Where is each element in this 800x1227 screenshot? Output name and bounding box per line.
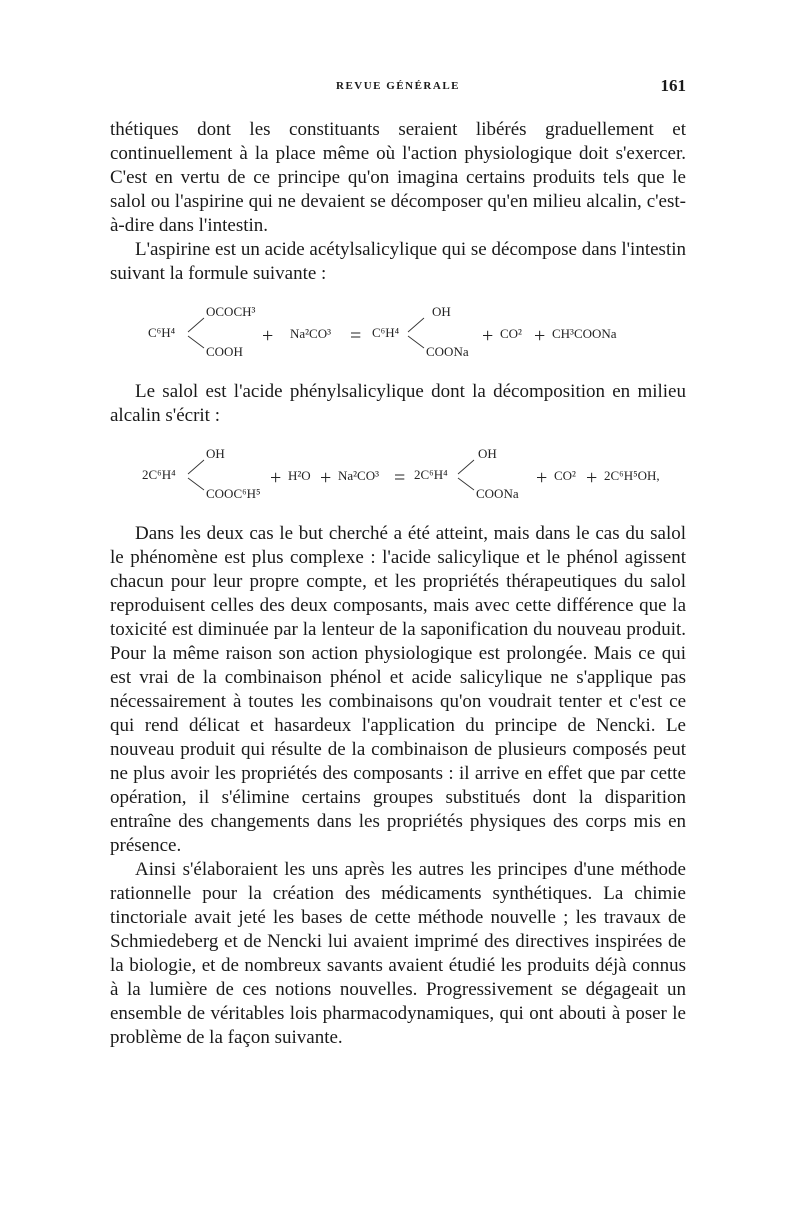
f1-reagent: Na²CO³ [290,326,332,341]
f2-plus-3: + [536,467,548,489]
f2-co2: CO² [554,468,576,483]
f1-product-core: C⁶H⁴ [372,325,400,340]
f1-reactant-core: C⁶H⁴ [148,325,176,340]
f2-bond-bottom [188,478,204,490]
paragraph-4: Dans les deux cas le but cherché a été atteint, mais dans le cas du salol le phénomène est plus complexe : l'acide salicylique et le phénol agissent chacun pour leur propre compte, et les propriétés thérapeutiques du salol reproduisent celles des deux composants, mais avec cette différence que la toxicité est diminuée par la lenteur de la saponification du nouveau produit. Pour la même raison son action physiologique est prolongée. Mais ce qui est vrai de la combinaison phénol et acide salicylique ne s'applique pas nécessairement à toutes les combinaisons qu'on voudrait tenter et c'est ce qui rend délicat et hasardeux l'application du principe de Nencki. Le nouveau produit qui résulte de la combinaison de plusieurs composés peut ne plus avoir les propriétés des composants : il arrive en effet que par cette opération, il s'élimine certains groupes substitués dont la disparition entraîne des changements dans les propriétés physiques des corps mis en présence. [110,523,686,856]
f2-reactant-top: OH [206,446,225,461]
f1-product-bottom: COONa [426,344,469,359]
f2-product-bottom: COONa [476,486,519,501]
f2-product-core: 2C⁶H⁴ [414,467,448,482]
f2-equals: = [394,467,406,489]
f1-acetate: CH³COONa [552,326,617,341]
aspirin-equation-figure [110,296,686,368]
f2-reactant-bottom: COOC⁶H⁵ [206,486,261,501]
salol-equation [110,438,686,510]
f1-plus-2: + [482,325,494,347]
f2-plus-4: + [586,467,598,489]
page-number: 161 [660,76,686,95]
f1-co2: CO² [500,326,522,341]
paragraph-5: Ainsi s'élaboraient les uns après les autres les principes d'une méthode rationnelle pour la création des médicaments synthétiques. La chimie tinctoriale avait jeté les bases de cette méthode nouvelle ; les travaux de Schmiedeberg et de Nencki lui avaient imprimé des directives inspirées de la biologie, et de nombreux savants avaient étudié les produits déjà connus à la lumière de ces notions nouvelles. Progressivement se dégageait un ensemble de véritables lois pharmacodynamiques, qui ont abouti à poser le problème de la façon suivante. [110,859,686,1048]
f2-product-top: OH [478,446,497,461]
f1-reactant-top: OCOCH³ [206,304,256,319]
f2-plus-1: + [270,467,282,489]
f2-plus-2: + [320,467,332,489]
salol-equation-figure [110,438,686,510]
f1-reactant-bottom: COOH [206,344,243,359]
f2-phenol: 2C⁶H⁵OH, [604,468,660,483]
f1-product-top: OH [432,304,451,319]
f2-product-bond-top [458,460,474,474]
f1-product-bond-top [408,318,424,332]
f2-water: H²O [288,468,311,483]
f1-equals: = [350,325,362,347]
f1-plus-3: + [534,325,546,347]
running-head: REVUE GÉNÉRALE [336,80,460,92]
f1-bond-top [188,318,204,332]
paragraph-3: Le salol est l'acide phénylsalicylique dont la décomposition en milieu alcalin s'écrit : [110,381,686,426]
page-header [110,76,686,100]
f2-bond-top [188,460,204,474]
body-text [110,118,686,1050]
f1-plus-1: + [262,325,274,347]
paragraph-2: L'aspirine est un acide acétylsalicylique qui se décompose dans l'intestin suivant la formule suivante : [110,239,686,284]
f1-bond-bottom [188,336,204,348]
paragraph-1: thétiques dont les constituants seraient libérés graduellement et continuellement à la place même où l'action physiologique doit s'exercer. C'est en vertu de ce principe qu'on imagina certains produits tels que le salol ou l'aspirine qui ne devaient se décomposer qu'en milieu alcalin, c'est-à-dire dans l'intestin. [110,119,686,236]
aspirin-equation [110,296,686,368]
f2-product-bond-bottom [458,478,474,490]
f1-product-bond-bottom [408,336,424,348]
f2-reagent: Na²CO³ [338,468,380,483]
f2-reactant-core: 2C⁶H⁴ [142,467,176,482]
